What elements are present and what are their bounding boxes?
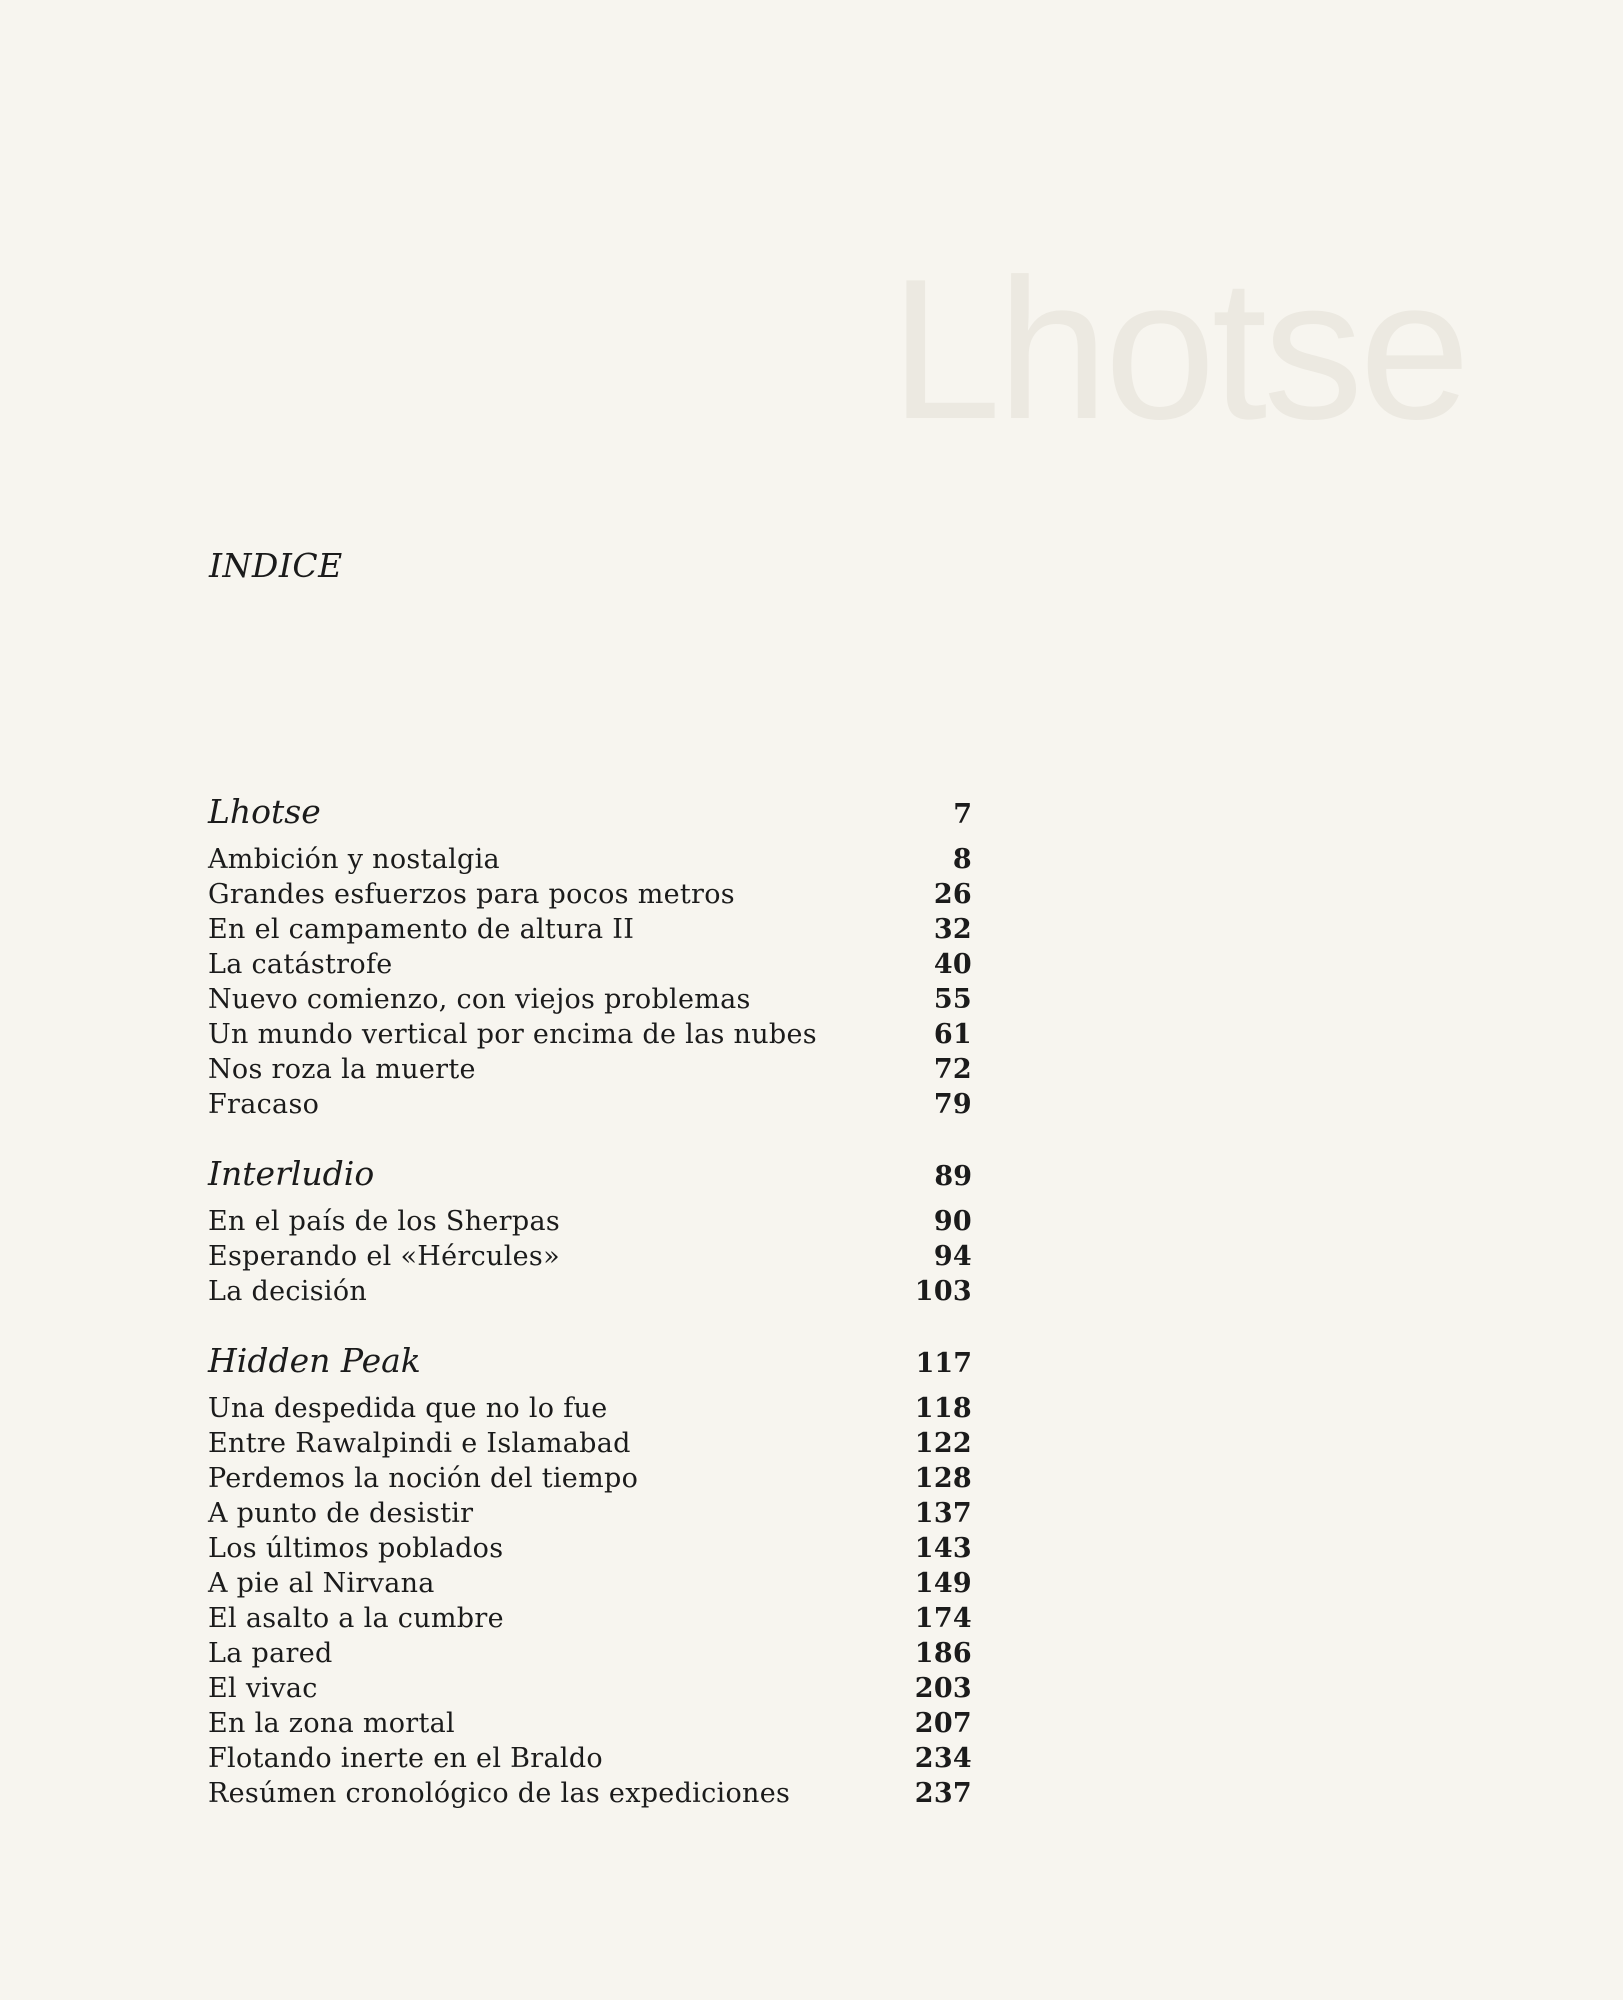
toc-entry	[208, 879, 972, 914]
entry-title: La pared	[208, 1638, 333, 1669]
section-header	[208, 1341, 972, 1388]
toc-entry	[208, 1743, 972, 1778]
entry-list	[208, 844, 972, 1124]
toc-entry	[208, 1089, 972, 1124]
toc-entry	[208, 1276, 972, 1311]
toc-section-hidden-peak	[208, 1341, 972, 1813]
entry-title: A punto de desistir	[208, 1498, 474, 1529]
entry-page-number: 61	[933, 1019, 972, 1050]
toc-entry	[208, 844, 972, 879]
toc-entry	[208, 1019, 972, 1054]
toc-entry	[208, 1778, 972, 1813]
entry-title: Fracaso	[208, 1089, 320, 1120]
entry-title: Los últimos poblados	[208, 1533, 504, 1564]
toc-entry	[208, 1708, 972, 1743]
entry-title: Nuevo comienzo, con viejos problemas	[208, 984, 751, 1015]
entry-page-number: 118	[914, 1393, 972, 1424]
entry-title: En la zona mortal	[208, 1708, 455, 1739]
entry-page-number: 237	[914, 1778, 972, 1809]
entry-page-number: 128	[914, 1463, 972, 1494]
toc-entry	[208, 1673, 972, 1708]
entry-page-number: 40	[933, 949, 972, 980]
section-header	[208, 1154, 972, 1201]
show-through-word: Lhotse	[890, 238, 1467, 461]
entry-page-number: 122	[914, 1428, 972, 1459]
toc-entry	[208, 1054, 972, 1089]
entry-page-number: 72	[933, 1054, 972, 1085]
section-title: Hidden Peak	[208, 1341, 421, 1380]
toc-entry	[208, 984, 972, 1019]
entry-page-number: 234	[914, 1743, 972, 1774]
section-page-number: 89	[934, 1161, 972, 1192]
entry-title: A pie al Nirvana	[208, 1568, 435, 1599]
entry-list	[208, 1206, 972, 1311]
toc-entry	[208, 914, 972, 949]
entry-page-number: 103	[914, 1276, 972, 1307]
section-page-number: 7	[953, 799, 972, 830]
toc-entry	[208, 1206, 972, 1241]
entry-title: Un mundo vertical por encima de las nubes	[208, 1019, 817, 1050]
toc-section-lhotse	[208, 792, 972, 1124]
entry-page-number: 32	[933, 914, 972, 945]
entry-page-number: 26	[933, 879, 972, 910]
entry-page-number: 203	[914, 1673, 972, 1704]
entry-title: Esperando el «Hércules»	[208, 1241, 560, 1272]
entry-page-number: 137	[914, 1498, 972, 1529]
entry-page-number: 79	[933, 1089, 972, 1120]
toc-entry	[208, 949, 972, 984]
entry-page-number: 143	[914, 1533, 972, 1564]
entry-page-number: 55	[933, 984, 972, 1015]
toc-entry	[208, 1638, 972, 1673]
entry-title: En el país de los Sherpas	[208, 1206, 561, 1237]
entry-title: Perdemos la noción del tiempo	[208, 1463, 639, 1494]
entry-title: Nos roza la muerte	[208, 1054, 476, 1085]
entry-page-number: 149	[914, 1568, 972, 1599]
entry-list	[208, 1393, 972, 1813]
entry-title: Una despedida que no lo fue	[208, 1393, 608, 1424]
entry-page-number: 94	[933, 1241, 972, 1272]
toc-entry	[208, 1428, 972, 1463]
entry-title: La catástrofe	[208, 949, 393, 980]
entry-page-number: 8	[952, 844, 972, 875]
table-of-contents	[208, 792, 972, 1843]
section-page-number: 117	[915, 1348, 972, 1379]
entry-title: Entre Rawalpindi e Islamabad	[208, 1428, 631, 1459]
entry-title: Resúmen cronológico de las expediciones	[208, 1778, 791, 1809]
toc-entry	[208, 1568, 972, 1603]
entry-title: Ambición y nostalgia	[208, 844, 500, 875]
entry-title: La decisión	[208, 1276, 368, 1307]
entry-page-number: 90	[933, 1206, 972, 1237]
toc-entry	[208, 1463, 972, 1498]
entry-title: El vivac	[208, 1673, 318, 1704]
entry-title: El asalto a la cumbre	[208, 1603, 504, 1634]
section-title: Interludio	[208, 1154, 375, 1193]
toc-section-interludio	[208, 1154, 972, 1311]
entry-title: En el campamento de altura II	[208, 914, 635, 945]
toc-entry	[208, 1533, 972, 1568]
entry-page-number: 186	[914, 1638, 972, 1669]
toc-entry	[208, 1241, 972, 1276]
entry-page-number: 207	[914, 1708, 972, 1739]
toc-entry	[208, 1498, 972, 1533]
entry-page-number: 174	[914, 1603, 972, 1634]
section-title: Lhotse	[208, 792, 321, 831]
entry-title: Flotando inerte en el Braldo	[208, 1743, 603, 1774]
toc-entry	[208, 1603, 972, 1638]
entry-title: Grandes esfuerzos para pocos metros	[208, 879, 735, 910]
toc-entry	[208, 1393, 972, 1428]
section-header	[208, 792, 972, 839]
index-heading: INDICE	[209, 546, 343, 585]
